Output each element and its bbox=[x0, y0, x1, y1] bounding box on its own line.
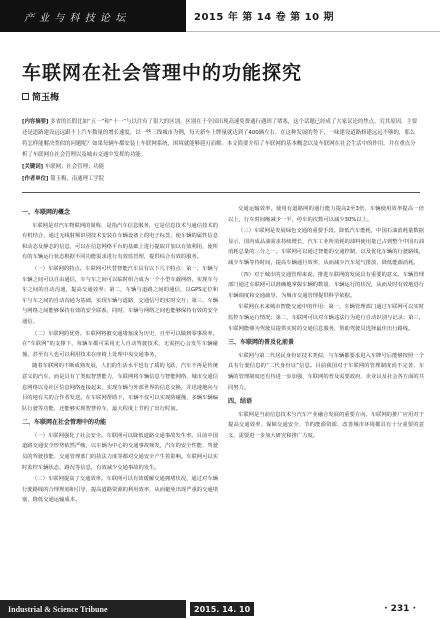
issue-info bbox=[186, 0, 440, 32]
article-title: 车联网在社会管理中的功能探究 bbox=[22, 62, 303, 84]
abstract-block bbox=[22, 117, 420, 186]
right-column bbox=[228, 204, 424, 442]
body-paragraph: 随着车联网的不断成熟发展，人们的生活水平也有了质的飞跃，汽车不再是传统意义的汽车，而是具有了类似智慧能力，车联网将车辆信息与智能网络、城市交通信息网络以及社区信息网络连接起来，实现车辆与外部世界的信息交换，并迅速地向与目的地有关的合作者发送。在车联网帮助下，车辆不仅可以实现防碰撞、多辆车辆编队行驶等功能，还能够实现智慧停车，最大程度上节约了出行时间。 bbox=[22, 363, 218, 412]
body-paragraph: 车联网是当前信息技术与汽车产业融合发展的重要方向。车联网的推广应用对于提高交通效率、保障交通安全、节约能源资源、改善城市环境都具有十分重要的意义，需要进一步加大研究和推广力度。 bbox=[228, 411, 424, 439]
section-heading: 三、车联网的普及化前景 bbox=[228, 339, 295, 347]
author-name: 简玉梅 bbox=[32, 93, 60, 103]
author-line bbox=[22, 90, 59, 103]
section-heading: 四、结语 bbox=[228, 398, 253, 406]
body-paragraph: （四）对于城市的交通管理来说，推进车联网的发展具有重要的意义。车辆管理部门通过车联网可以准确地掌握车辆的数量、车辆运行的状况，从而及时有效地进行车辆调度和交通疏导，为城市交通管理提供科学依据。 bbox=[228, 271, 424, 299]
body-paragraph: 车联网是对汽车物联网的简称，是指汽车信息服务，它是信息技术与通信技术的有机结合，通过无线射频识别技术安装在车辆设备上的电子标签，使车辆的属性信息和动态及静态的信息，可以在信息网络平台的基础上进行提取并加以有效利用，使所有的车辆运行状态根据不同功能需求进行有效监管理，提供综合有效的服务。 bbox=[22, 222, 218, 261]
body-paragraph: 车联网在未来城市智能交通中的作用：第一，车辆管理部门通过车联网可以实时监控车辆运行情况；第二，车联网可以对车辆违法行为进行自动识别与记录；第三，车联网能够为驾驶员提供实时的交通信息服务，帮助驾驶员选择最佳出行路线。 bbox=[228, 304, 424, 332]
abstract-label: [内容摘要] bbox=[22, 119, 49, 125]
body-paragraph: （一）车联网强化了社会安全。车联网可以降低道路交通事故发生率。目前中国道路交通安全形势依然严峻，以车辆为中心的交通事故频发，汽车的安全性能、驾驶员的驾驶技能、交通管理部门的执法力度等都对交通安全产生着影响。车联网可以实时监控车辆状态、路况等信息，有效减少交通事故的发生。 bbox=[22, 432, 218, 471]
journal-english-name: Industrial & Science Tribune bbox=[8, 604, 108, 614]
body-paragraph: 交通运输效率。使用有道路网的通行能力提高2至3倍，车辆使用效率提高一倍以上，行车时间缩减少一半，停车的次数可以减少30%以上。 bbox=[228, 206, 424, 223]
issue-text: 2015 年 第 14 卷 第 10 期 bbox=[194, 12, 335, 23]
author-info-text: 简玉梅，南通理工学院 bbox=[50, 176, 105, 182]
section-heading: 一、车联网的概念 bbox=[22, 209, 71, 216]
body-paragraph: （一）车联网的特点。车联网可代替智能汽车具有以下几个特点：第一，车辆与车辆之间可以自由通信，车与车之间可以临时组合成为一个小型车载网络，实现车与车之间的自动沟通，提高交通效率；第二，车辆与道路之间的通信，以GPS定位和车与车之间的自动沟通为基础，实现车辆与道路、交通信号的实时交互；第三，车辆与网络之间能够保持有效的安全联系，同时，车辆与网络之间也能够保持有效的安全通信。 bbox=[22, 265, 218, 325]
keywords-label: [关键词] bbox=[22, 164, 44, 170]
section-heading: 二、车联网在社会管理中的功能 bbox=[22, 419, 107, 427]
body-paragraph: （二）车联网提高了交通效率。车联网可以有效缓解交通拥堵状况，通过对车辆行驶路线的合理规划和引导，提高道路资源的利用效率，从而避免出现严重的交通堵塞，降低交通运输成本。 bbox=[22, 476, 218, 504]
author-info-label: [作者单位] bbox=[22, 176, 49, 182]
abstract-text: 多省的长假比如“五一”和“十一”与以往有了很大的区别，区别在于全国出现高速免费通行遇到了堵塞，这个话题已经成了大家议论的焦点。究其原因，主要还是道路建设远远跟不上汽车数量的增长速度，以一些三线城市为例，每天新车上牌量就达到了400辆左右。在这种发展的势下，一味建设道路修建远远不够的，那么将怎样能解决类似的问题呢？如果每辆车都安装上车联网系统，困境就能够迎刃而解。本文简要介绍了车联网的基本概念以及车联网在社会生活中的作用，并在重点分析了车联网在社会管理以及城市交通中发挥的功能。 bbox=[22, 119, 418, 158]
journal-name-band bbox=[0, 0, 186, 32]
body-paragraph: 车联网与第二代居民身份证技术类似，与车辆都要求进入车牌号后能够按照一个具有行驶信息的“二代身份证”信息。目前我国对于车联网的管理制度尚不完善，车辆的管理制度还有待进一步加强，车联网的普及需要政府、企业以及社会各方面的共同努力。 bbox=[228, 352, 424, 391]
keywords-text: 车联网；社会管理；功能 bbox=[44, 164, 105, 170]
left-column bbox=[22, 204, 218, 507]
body-paragraph: （二）车联网的优势。车联网将被交通堵塞成为历史，且至可以做到零事故率。在“车联网”的支撑下，每辆车都可采用无人自动驾驶技术，无需担心会发生车辆碰撞，甚至有人也可以利用技术在座椅上处理中央交通事务。 bbox=[22, 330, 218, 358]
author-info-line bbox=[22, 174, 420, 185]
footer bbox=[0, 598, 440, 620]
journal-name: 产 业 与 科 技 论 坛 bbox=[24, 12, 127, 24]
body-paragraph: （三）车联网是发展绿色交通的重要手段。降低汽车能耗，中国石油消耗量数据显示，国内成品油需求持续增长，汽车工业所消耗的油料使用量已占到整个中国石油消耗总量的三分之一。车联网可以通过智能的交通控制，以及优化车辆的行驶路线，减少车辆等待时间，提高车辆通行效率，从而减少汽车尾气排放，降低能源消耗。 bbox=[228, 228, 424, 266]
issue-date-band bbox=[190, 602, 254, 616]
header-bar bbox=[0, 0, 440, 32]
abstract-paragraph bbox=[22, 117, 420, 161]
page-number: · 231 · bbox=[384, 604, 416, 614]
keywords-line bbox=[22, 162, 420, 173]
journal-english-band bbox=[0, 600, 186, 618]
issue-date: 2015. 14. 10 bbox=[194, 604, 251, 614]
divider bbox=[22, 192, 420, 193]
author-marker-icon bbox=[22, 93, 29, 100]
